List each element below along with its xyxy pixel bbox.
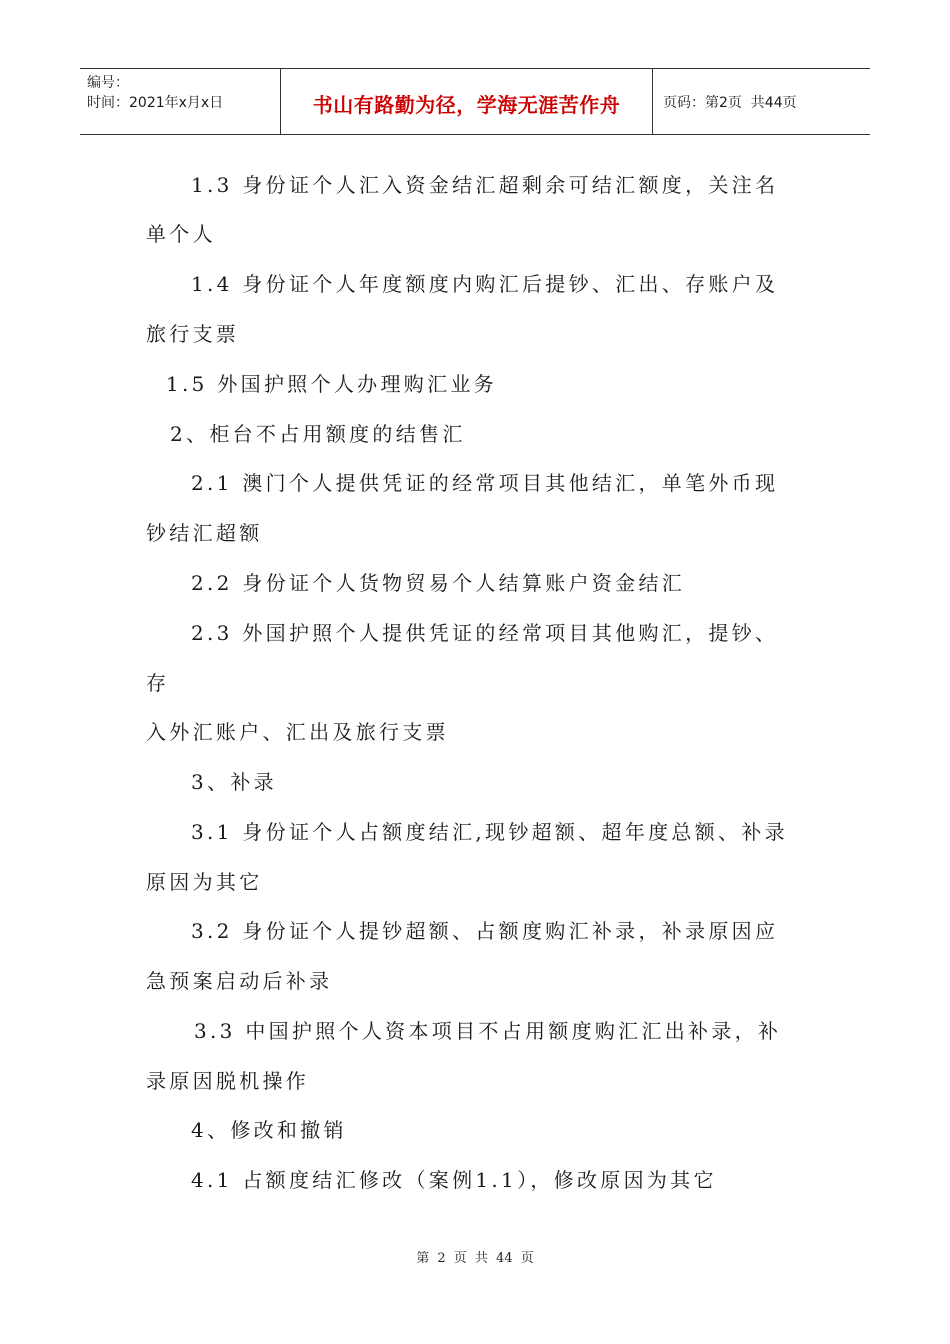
body-line: 入外汇账户、汇出及旅行支票	[146, 720, 449, 744]
body-line: 2.1 澳门个人提供凭证的经常项目其他结汇，单笔外币现	[191, 471, 779, 495]
header-page-indicator: 页码：第2页 共44页	[663, 94, 797, 111]
body-line: 4、修改和撤销	[191, 1118, 347, 1142]
body-line: 急预案启动后补录	[146, 969, 333, 993]
body-line: 3.3 中国护照个人资本项目不占用额度购汇汇出补录，补	[194, 1019, 782, 1043]
header-motto-cell	[281, 69, 653, 134]
body-line: 2.3 外国护照个人提供凭证的经常项目其他购汇，提钞、	[191, 621, 779, 645]
document-number-label: 编号：	[87, 75, 129, 91]
document-date: 时间：2021年x月x日	[87, 95, 224, 111]
header-meta	[80, 69, 281, 134]
body-line: 原因为其它	[146, 870, 263, 894]
document-header	[80, 68, 870, 135]
body-line: 旅行支票	[146, 322, 240, 346]
body-line: 钞结汇超额	[146, 521, 263, 545]
body-line: 1.5 外国护照个人办理购汇业务	[166, 372, 497, 396]
body-line: 2、柜台不占用额度的结售汇	[170, 422, 466, 446]
body-line: 1.4 身份证个人年度额度内购汇后提钞、汇出、存账户及	[191, 272, 779, 296]
body-line: 录原因脱机操作	[146, 1069, 310, 1093]
body-line: 2.2 身份证个人货物贸易个人结算账户资金结汇	[191, 571, 686, 595]
body-line: 3、补录	[191, 770, 277, 794]
header-page-cell	[653, 69, 870, 134]
body-line: 单个人	[146, 222, 216, 246]
body-line: 1.3 身份证个人汇入资金结汇超剩余可结汇额度，关注名	[191, 173, 779, 197]
page-footer: 第 2 页 共 44 页	[416, 1251, 534, 1266]
body-line: 3.1 身份证个人占额度结汇,现钞超额、超年度总额、补录	[191, 820, 788, 844]
body-line: 存	[146, 671, 170, 695]
body-line: 3.2 身份证个人提钞超额、占额度购汇补录，补录原因应	[191, 919, 779, 943]
header-motto: 书山有路勤为径，学海无涯苦作舟	[312, 93, 621, 117]
body-line: 4.1 占额度结汇修改（案例1.1），修改原因为其它	[191, 1168, 717, 1192]
